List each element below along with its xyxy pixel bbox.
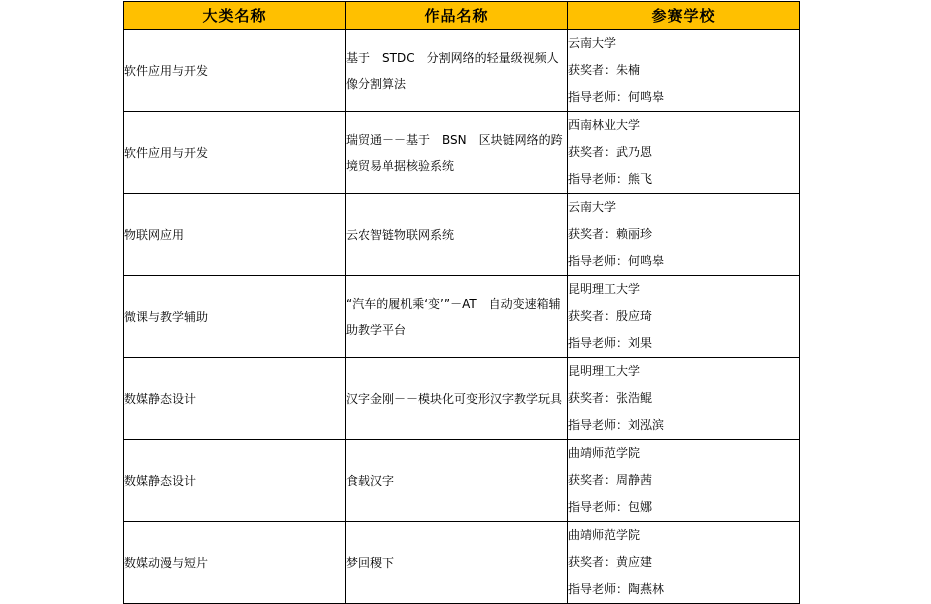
- school-name: 昆明理工大学: [568, 282, 641, 296]
- work-cell: 云农智链物联网系统: [346, 194, 568, 276]
- table-row: [124, 194, 800, 276]
- school-name: 曲靖师范学院: [568, 528, 641, 542]
- work-cell: 汉字金刚－－模块化可变形汉字教学玩具: [346, 358, 568, 440]
- advisor-name: 指导老师：何鸣皋: [568, 254, 665, 268]
- category-cell: 数媒动漫与短片: [124, 522, 346, 604]
- work-cell: 食载汉字: [346, 440, 568, 522]
- table-row: [124, 276, 800, 358]
- table-header-row: [124, 2, 800, 30]
- table-row: [124, 112, 800, 194]
- header-category: 大类名称: [124, 2, 346, 30]
- advisor-name: 指导老师：何鸣皋: [568, 90, 665, 104]
- category-cell: 软件应用与开发: [124, 112, 346, 194]
- school-cell: [568, 440, 800, 522]
- table-row: [124, 30, 800, 112]
- school-name: 云南大学: [568, 200, 617, 214]
- advisor-name: 指导老师：刘果: [568, 336, 653, 350]
- school-cell: [568, 30, 800, 112]
- school-cell: [568, 194, 800, 276]
- winner-name: 获奖者：周静茜: [568, 473, 653, 487]
- table-row: [124, 358, 800, 440]
- school-cell: [568, 276, 800, 358]
- header-work: 作品名称: [346, 2, 568, 30]
- winner-name: 获奖者：殷应琦: [568, 309, 653, 323]
- advisor-name: 指导老师：刘泓滨: [568, 418, 665, 432]
- work-cell: 瑞贸通－－基于 BSN 区块链网络的跨境贸易单据核验系统: [346, 112, 568, 194]
- advisor-name: 指导老师：陶燕林: [568, 582, 665, 596]
- winner-name: 获奖者：赖丽珍: [568, 227, 653, 241]
- table-row: [124, 522, 800, 604]
- school-cell: [568, 522, 800, 604]
- school-cell: [568, 358, 800, 440]
- school-name: 云南大学: [568, 36, 617, 50]
- advisor-name: 指导老师：熊飞: [568, 172, 653, 186]
- work-cell: 梦回稷下: [346, 522, 568, 604]
- category-cell: 软件应用与开发: [124, 30, 346, 112]
- winner-name: 获奖者：朱楠: [568, 63, 641, 77]
- category-cell: 物联网应用: [124, 194, 346, 276]
- winner-name: 获奖者：武乃恩: [568, 145, 653, 159]
- category-cell: 数媒静态设计: [124, 440, 346, 522]
- school-name: 西南林业大学: [568, 118, 641, 132]
- table-row: [124, 440, 800, 522]
- advisor-name: 指导老师：包娜: [568, 500, 653, 514]
- header-school: 参赛学校: [568, 2, 800, 30]
- winner-name: 获奖者：张浩鲲: [568, 391, 653, 405]
- winner-name: 获奖者：黄应建: [568, 555, 653, 569]
- awards-table: [123, 1, 800, 604]
- work-cell: 基于 STDC 分割网络的轻量级视频人像分割算法: [346, 30, 568, 112]
- category-cell: 微课与教学辅助: [124, 276, 346, 358]
- work-cell: “汽车的履机乘‘变’”－AT 自动变速箱辅助教学平台: [346, 276, 568, 358]
- school-name: 昆明理工大学: [568, 364, 641, 378]
- school-cell: [568, 112, 800, 194]
- school-name: 曲靖师范学院: [568, 446, 641, 460]
- category-cell: 数媒静态设计: [124, 358, 346, 440]
